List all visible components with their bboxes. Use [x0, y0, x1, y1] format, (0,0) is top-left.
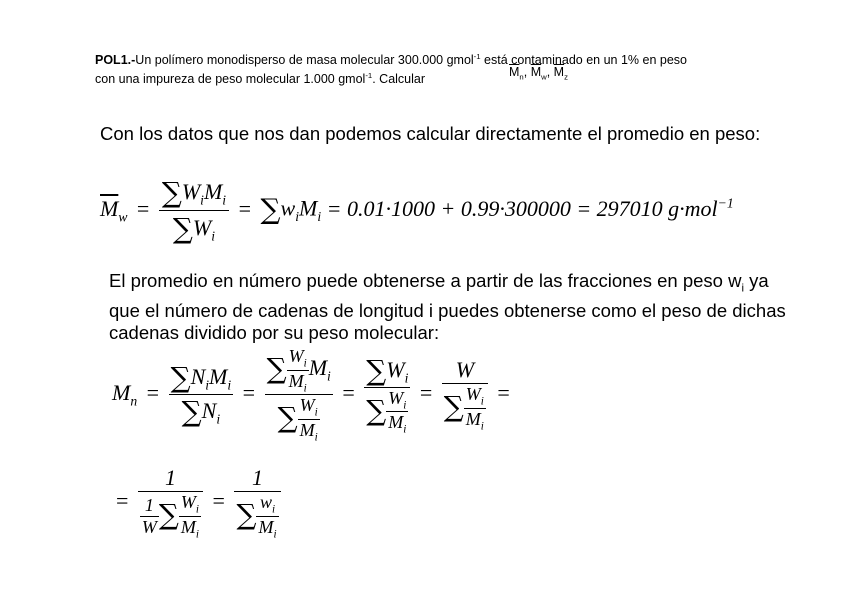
problem-line-2: con una impureza de peso molecular 1.000 gmol$^{-1}$. Calcular [95, 71, 426, 87]
mw-fraction: $\frac{\sum W_iM_i}{\sum W_i}$ [159, 176, 229, 245]
paragraph-weight-average: Con los datos que nos dan podemos calcular directamente el promedio en peso: [100, 123, 761, 144]
target-mn: $\overline{M}_n$ [509, 65, 524, 82]
equation-mn-row-1: $M_n$ = $\frac{\sum N_iM_i}{\sum N_i}$ = ∑ $\frac{W_i}{M_i}$ $M_i$ ∑ $\frac{W_i}{M_i}$ = $\sum W_i$ ∑ $\frac{W_i}{M_i}$ = W ∑ $\frac{W_i}{M_i}$ = [112, 346, 510, 444]
paragraph2-line-1: El promedio en número puede obtenerse a partir de las fracciones en peso $w_i$ ya [109, 270, 769, 295]
mn-fraction-5: 1 $\frac{1}{W}$ ∑ $\frac{W_i}{M_i}$ [138, 465, 203, 540]
problem-label: POL1.- [95, 53, 136, 68]
equation-mw: $\overline{M}_w$ = $\frac{\sum W_iM_i}{\sum W_i}$ = $\sum w_iM_i = 0.01\cdot 1000 + 0.99\cdot 300000 = 297010$ g·mol$^{-1}$ [100, 176, 734, 245]
mn-fraction-2: ∑ $\frac{W_i}{M_i}$ $M_i$ ∑ $\frac{W_i}{M_i}$ [266, 346, 331, 444]
mn-fraction-3: $\sum W_i$ ∑ $\frac{W_i}{M_i}$ [366, 353, 409, 436]
problem-line-1: POL1.-Un polímero monodisperso de masa molecular 300.000 gmol$^{-1}$ está contaminado en un 1% en peso [95, 52, 687, 68]
mw-result: = 0.01·1000 + 0.99·300000 = 297010 g·mol$^{-1}$ [326, 195, 734, 221]
paragraph2-line-2: que el número de cadenas de longitud i puedes obtenerse como el peso de dichas [109, 299, 786, 321]
mn-fraction-6: 1 ∑ $\frac{w_i}{M_i}$ [234, 465, 280, 540]
mn-fraction-4: W ∑ $\frac{W_i}{M_i}$ [442, 357, 488, 432]
target-mz: $\overline{M}_z$ [553, 65, 568, 82]
paragraph-number-average [109, 270, 786, 344]
mw-symbol: $\overline{M}_w$ [100, 195, 128, 224]
mn-symbol: $M_n$ [112, 379, 138, 409]
target-mw: $\overline{M}_w$ [530, 65, 547, 82]
mn-fraction-1: $\frac{\sum N_iM_i}{\sum N_i}$ [170, 361, 232, 429]
paragraph2-line-3: cadenas dividido por su peso molecular: [109, 321, 440, 343]
problem-statement [95, 49, 687, 87]
problem-targets: $\overline{M}_n$, $\overline{M}_w$, $\overline{M}_z$ [509, 65, 568, 82]
equation-mn-row-2: = 1 $\frac{1}{W}$ ∑ $\frac{W_i}{M_i}$ = 1 ∑ $\frac{w_i}{M_i}$ [112, 465, 281, 540]
